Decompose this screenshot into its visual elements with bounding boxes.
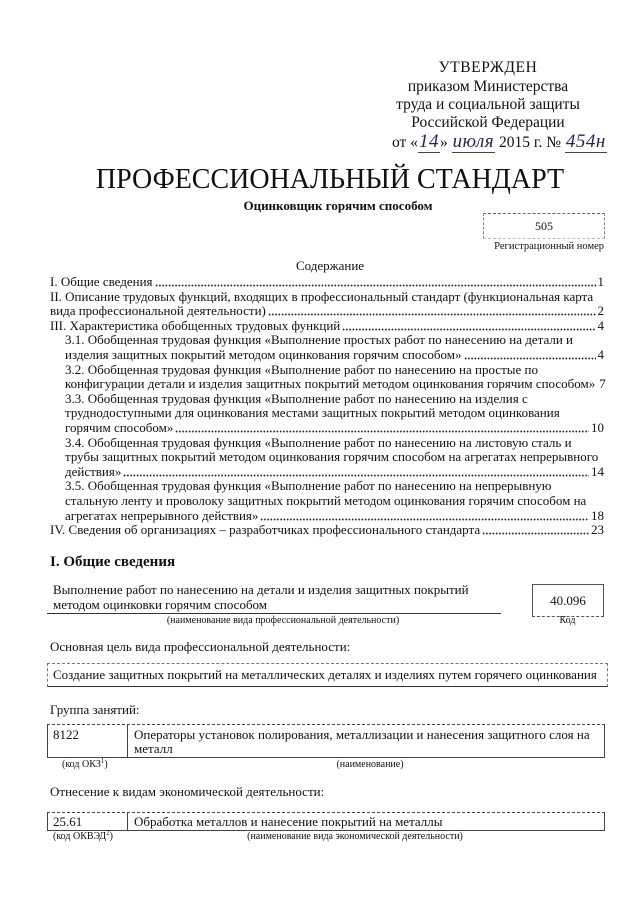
approval-line-labor: труда и социальной защиты: [396, 96, 580, 113]
economic-activity-table: [47, 812, 605, 831]
handwritten-month: июля: [452, 131, 495, 152]
handwritten-order-number: 454н: [565, 131, 606, 152]
approval-line-federation: Российской Федерации: [411, 114, 565, 131]
toc-entry: [50, 275, 604, 290]
toc-text: 3.3. Обобщенная трудовая функция «Выполнение работ по нанесению на изделия с: [65, 390, 528, 406]
toc-line: [50, 377, 604, 392]
activity-name: Выполнение работ по нанесению на детали и изделия защитных покрытий методом оцинковки горячим способом: [53, 582, 469, 612]
toc-text: стальную ленту и проволоку защитных покрытий методом оцинкования горячим способом на: [65, 492, 587, 508]
toc-line: [50, 509, 604, 524]
okz-code-caption: [62, 759, 108, 771]
activity-code-caption: Код: [559, 615, 576, 626]
activity-code-box: 40.096: [532, 584, 604, 617]
dot-leader: [482, 523, 589, 535]
approval-block: [370, 57, 606, 132]
toc-page-number: 7: [599, 376, 606, 392]
registration-number-label: Регистрационный номер: [494, 241, 604, 252]
toc-line: [50, 275, 604, 290]
toc-page-number: 10: [591, 419, 604, 435]
okved-caption-close: ): [109, 831, 113, 842]
date-year-number: 2015 г. №: [499, 134, 562, 151]
toc-entry: [50, 290, 604, 319]
toc-entry: [50, 436, 604, 480]
toc-line: [50, 406, 604, 421]
okz-caption-text: (код ОКЗ: [62, 759, 101, 770]
okved-name-caption: (наименование вида экономической деятельности): [247, 831, 463, 842]
toc-text: II. Описание трудовых функций, входящих в профессиональный стандарт (функциональная карта: [50, 288, 594, 304]
occupation-group-table: [47, 724, 605, 758]
dot-leader: [464, 348, 596, 360]
activity-name-underline: [47, 613, 501, 614]
economic-activity-label: Отнесение к видам экономической деятельности:: [50, 784, 325, 799]
toc-text: 3.2. Обобщенная трудовая функция «Выполнение работ по нанесению на простые по: [65, 361, 538, 377]
goal-text-box: Создание защитных покрытий на металлических деталях и изделиях путем горячего оцинкования: [47, 663, 608, 687]
toc-text: конфигурации детали и изделия защитных покрытий методом оцинкования горячим способом»: [65, 376, 596, 392]
okz-name-caption: (наименование): [336, 759, 404, 770]
table-of-contents: [50, 275, 604, 538]
goal-label: Основная цель вида профессиональной деятельности:: [50, 639, 351, 654]
toc-line: [50, 304, 604, 319]
okved-code-caption: [53, 831, 113, 843]
toc-page-number: 4: [597, 346, 604, 362]
toc-page-number: 4: [597, 317, 604, 333]
okved-name-cell: Обработка металлов и нанесение покрытий на металлы: [134, 814, 443, 829]
toc-heading: Содержание: [295, 258, 365, 273]
toc-entry: [50, 392, 604, 436]
dot-leader: [268, 304, 596, 316]
toc-entry: [50, 319, 604, 334]
dot-leader: [155, 275, 596, 287]
toc-entry: [50, 479, 604, 523]
toc-text: действия»: [65, 463, 122, 479]
toc-text: III. Характеристика обобщенных трудовых функций: [50, 317, 341, 333]
toc-line: [50, 494, 604, 509]
toc-text: трубы защитных покрытий методом оцинкования горячим способом на агрегатах непрерывного: [65, 449, 599, 465]
okved-footnote-mark: 2: [106, 829, 110, 837]
dot-leader: [175, 421, 589, 433]
occupation-group-label: Группа занятий:: [50, 702, 140, 717]
approval-line-ministry: приказом Министерства: [407, 78, 569, 95]
document-title: ПРОФЕССИОНАЛЬНЫЙ СТАНДАРТ: [95, 164, 565, 195]
toc-text: изделия защитных покрытий методом оцинкования горячим способом»: [65, 346, 462, 362]
toc-line: [50, 319, 604, 334]
document-subtitle: Оцинковщик горячим способом: [243, 198, 433, 213]
toc-text: 3.5. Обобщенная трудовая функция «Выполнение работ по нанесению на непрерывную: [65, 478, 552, 494]
okz-name-cell: Операторы установок полирования, металлизации и нанесения защитного слоя на металл: [134, 727, 590, 756]
date-day-close: »: [439, 134, 448, 151]
dot-leader: [260, 509, 589, 521]
toc-entry: [50, 363, 604, 392]
toc-page-number: 23: [591, 522, 604, 538]
toc-page-number: 14: [591, 463, 604, 479]
toc-line: [50, 333, 604, 348]
toc-line: [50, 421, 604, 436]
toc-text: труднодоступными для оцинкования местами защитных покрытий методом оцинкования: [65, 405, 560, 421]
okz-code-cell: 8122: [48, 725, 128, 757]
toc-line: [50, 436, 604, 451]
date-prefix: от «: [392, 134, 418, 151]
toc-text: 3.1. Обобщенная трудовая функция «Выполнение простых работ по нанесению на детали и: [65, 332, 574, 348]
dot-leader: [342, 319, 595, 331]
okved-code-cell: 25.61: [48, 813, 128, 830]
toc-text: агрегатах непрерывного действия»: [65, 507, 259, 523]
toc-text: I. Общие сведения: [50, 274, 153, 289]
toc-text: IV. Сведения об организациях – разработчиках профессионального стандарта: [50, 522, 481, 538]
toc-text: горячим способом»: [65, 419, 174, 435]
toc-text: 3.4. Обобщенная трудовая функция «Выполнение работ по нанесению на листовую сталь и: [65, 434, 572, 450]
okved-caption-text: (код ОКВЭД: [53, 831, 107, 842]
toc-page-number: 1: [597, 274, 604, 289]
activity-name-caption: (наименование вида профессиональной деятельности): [166, 615, 400, 626]
toc-line: [50, 523, 604, 538]
toc-line: [50, 479, 604, 494]
toc-page-number: 2: [597, 303, 604, 319]
toc-text: вида профессиональной деятельности): [50, 303, 266, 319]
handwritten-day: 14: [418, 131, 439, 152]
toc-line: [50, 363, 604, 378]
okz-footnote-mark: 1: [100, 757, 105, 765]
section-heading: I. Общие сведения: [50, 554, 176, 570]
registration-number-box: 505: [483, 213, 605, 239]
toc-line: [50, 290, 604, 305]
toc-line: [50, 348, 604, 363]
dot-leader: [123, 465, 589, 477]
approval-date-line: [392, 131, 607, 154]
okz-caption-close: ): [104, 759, 108, 770]
toc-entry: [50, 523, 604, 538]
toc-line: [50, 392, 604, 407]
toc-line: [50, 465, 604, 480]
toc-entry: [50, 333, 604, 362]
approval-title: УТВЕРЖДЕН: [438, 59, 538, 76]
toc-page-number: 18: [591, 507, 604, 523]
toc-line: [50, 450, 604, 465]
